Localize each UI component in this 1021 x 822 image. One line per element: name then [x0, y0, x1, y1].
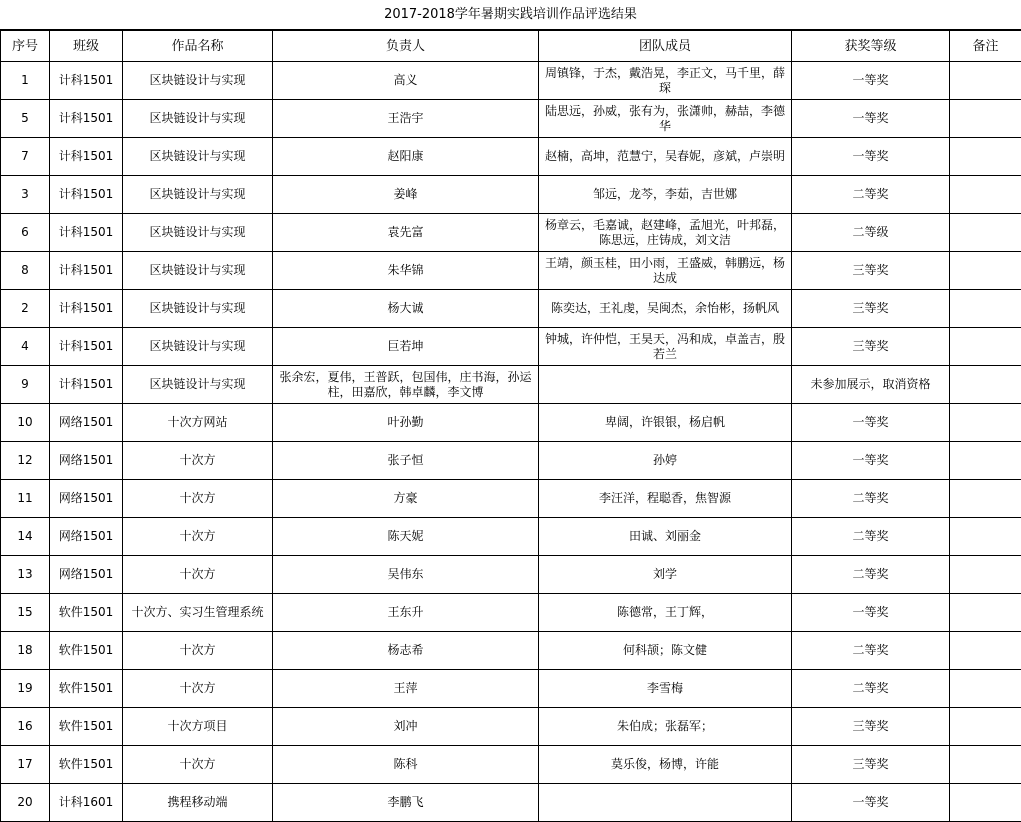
cell-leader[interactable]: 陈科: [273, 746, 539, 784]
cell-team-members[interactable]: 田诚、刘丽金: [539, 518, 792, 556]
header-work-name[interactable]: 作品名称: [123, 31, 273, 62]
cell-notes[interactable]: [950, 518, 1021, 556]
table-row: [1, 708, 1021, 746]
cell-index[interactable]: 10: [1, 404, 50, 442]
cell-work-name[interactable]: 区块链设计与实现: [123, 100, 273, 138]
cell-work-name[interactable]: 十次方: [123, 670, 273, 708]
cell-leader[interactable]: 陈天妮: [273, 518, 539, 556]
cell-notes[interactable]: [950, 556, 1021, 594]
table-row: [1, 518, 1021, 556]
cell-leader[interactable]: 王浩宇: [273, 100, 539, 138]
cell-index[interactable]: 8: [1, 252, 50, 290]
cell-notes[interactable]: [950, 214, 1021, 252]
cell-team-members[interactable]: 莫乐俊，杨博，许能: [539, 746, 792, 784]
table-row: [1, 176, 1021, 214]
cell-index[interactable]: 7: [1, 138, 50, 176]
cell-team-members[interactable]: 陈德常，王丁辉，: [539, 594, 792, 632]
table-row: [1, 100, 1021, 138]
cell-award[interactable]: 二等奖: [792, 176, 950, 214]
cell-leader[interactable]: 朱华锦: [273, 252, 539, 290]
cell-index[interactable]: 4: [1, 328, 50, 366]
cell-class[interactable]: 计科1501: [50, 138, 123, 176]
cell-class[interactable]: 软件1501: [50, 594, 123, 632]
cell-class[interactable]: 软件1501: [50, 708, 123, 746]
cell-award[interactable]: 二等奖: [792, 632, 950, 670]
cell-award[interactable]: 三等奖: [792, 746, 950, 784]
cell-work-name[interactable]: 区块链设计与实现: [123, 328, 273, 366]
cell-notes[interactable]: [950, 632, 1021, 670]
table-row: [1, 404, 1021, 442]
cell-class[interactable]: 计科1501: [50, 214, 123, 252]
table-row: [1, 62, 1021, 100]
cell-index[interactable]: 14: [1, 518, 50, 556]
cell-team-members[interactable]: [539, 366, 792, 404]
cell-leader[interactable]: 刘冲: [273, 708, 539, 746]
table-row: [1, 328, 1021, 366]
cell-notes[interactable]: [950, 594, 1021, 632]
cell-class[interactable]: 软件1501: [50, 746, 123, 784]
cell-leader[interactable]: 杨大诚: [273, 290, 539, 328]
cell-notes[interactable]: [950, 62, 1021, 100]
cell-notes[interactable]: [950, 746, 1021, 784]
cell-work-name[interactable]: 十次方项目: [123, 708, 273, 746]
cell-index[interactable]: 13: [1, 556, 50, 594]
cell-work-name[interactable]: 十次方: [123, 746, 273, 784]
cell-team-members[interactable]: 陆思远，孙威，张有为，张潇帅，赫喆，李德华: [539, 100, 792, 138]
results-table: [0, 30, 1021, 822]
cell-work-name[interactable]: 区块链设计与实现: [123, 176, 273, 214]
cell-class[interactable]: 计科1501: [50, 290, 123, 328]
cell-award[interactable]: 一等奖: [792, 100, 950, 138]
cell-index[interactable]: 3: [1, 176, 50, 214]
header-leader[interactable]: 负责人: [273, 31, 539, 62]
table-row: [1, 138, 1021, 176]
cell-class[interactable]: 网络1501: [50, 480, 123, 518]
cell-work-name[interactable]: 携程移动端: [123, 784, 273, 822]
header-index[interactable]: 序号: [1, 31, 50, 62]
cell-leader[interactable]: 张子恒: [273, 442, 539, 480]
cell-award[interactable]: 一等奖: [792, 784, 950, 822]
cell-award[interactable]: 三等奖: [792, 708, 950, 746]
cell-team-members[interactable]: 李雪梅: [539, 670, 792, 708]
cell-notes[interactable]: [950, 100, 1021, 138]
cell-class[interactable]: 计科1501: [50, 252, 123, 290]
table-row: [1, 784, 1021, 822]
table-row: [1, 670, 1021, 708]
cell-notes[interactable]: [950, 784, 1021, 822]
cell-award[interactable]: 一等奖: [792, 138, 950, 176]
cell-notes[interactable]: [950, 328, 1021, 366]
cell-index[interactable]: 17: [1, 746, 50, 784]
header-award[interactable]: 获奖等级: [792, 31, 950, 62]
table-row: [1, 442, 1021, 480]
table-row: [1, 290, 1021, 328]
cell-notes[interactable]: [950, 404, 1021, 442]
cell-class[interactable]: 计科1501: [50, 328, 123, 366]
cell-notes[interactable]: [950, 480, 1021, 518]
cell-notes[interactable]: [950, 670, 1021, 708]
cell-notes[interactable]: [950, 366, 1021, 404]
cell-leader[interactable]: 姜峰: [273, 176, 539, 214]
cell-leader[interactable]: 叶孙勤: [273, 404, 539, 442]
cell-leader[interactable]: 李鹏飞: [273, 784, 539, 822]
cell-class[interactable]: 软件1501: [50, 670, 123, 708]
cell-award[interactable]: 三等奖: [792, 290, 950, 328]
cell-work-name[interactable]: 十次方、实习生管理系统: [123, 594, 273, 632]
cell-work-name[interactable]: 区块链设计与实现: [123, 290, 273, 328]
cell-class[interactable]: 计科1501: [50, 176, 123, 214]
cell-index[interactable]: 5: [1, 100, 50, 138]
cell-leader[interactable]: 王萍: [273, 670, 539, 708]
cell-index[interactable]: 1: [1, 62, 50, 100]
cell-class[interactable]: 计科1501: [50, 100, 123, 138]
cell-award[interactable]: 二等奖: [792, 670, 950, 708]
cell-index[interactable]: 16: [1, 708, 50, 746]
cell-index[interactable]: 18: [1, 632, 50, 670]
cell-award[interactable]: 一等奖: [792, 442, 950, 480]
table-row: [1, 214, 1021, 252]
cell-leader[interactable]: 王东升: [273, 594, 539, 632]
cell-team-members[interactable]: 何科颉；陈文健: [539, 632, 792, 670]
cell-award[interactable]: 三等奖: [792, 328, 950, 366]
cell-class[interactable]: 计科1501: [50, 366, 123, 404]
cell-award[interactable]: 二等级: [792, 214, 950, 252]
cell-leader[interactable]: 吴伟东: [273, 556, 539, 594]
cell-award[interactable]: 二等奖: [792, 556, 950, 594]
cell-award[interactable]: 一等奖: [792, 404, 950, 442]
cell-notes[interactable]: [950, 708, 1021, 746]
cell-award[interactable]: 一等奖: [792, 62, 950, 100]
cell-index[interactable]: 11: [1, 480, 50, 518]
cell-team-members[interactable]: 朱伯成；张磊军；: [539, 708, 792, 746]
cell-work-name[interactable]: 十次方: [123, 442, 273, 480]
cell-award[interactable]: 三等奖: [792, 252, 950, 290]
cell-team-members[interactable]: 孙婷: [539, 442, 792, 480]
cell-index[interactable]: 19: [1, 670, 50, 708]
cell-work-name[interactable]: 区块链设计与实现: [123, 62, 273, 100]
cell-leader[interactable]: 巨若坤: [273, 328, 539, 366]
cell-team-members[interactable]: 刘学: [539, 556, 792, 594]
cell-class[interactable]: 计科1501: [50, 62, 123, 100]
header-team-members[interactable]: 团队成员: [539, 31, 792, 62]
cell-work-name[interactable]: 十次方: [123, 632, 273, 670]
cell-leader[interactable]: 张余宏，夏伟，王普跃，包国伟，庄书海，孙运柱，田嘉欣，韩卓麟，李文博: [273, 366, 539, 404]
cell-work-name[interactable]: 区块链设计与实现: [123, 252, 273, 290]
cell-team-members[interactable]: 赵楠，高坤，范慧宁，吴春妮，彦斌，卢崇明: [539, 138, 792, 176]
cell-team-members[interactable]: 陈奕达，王礼虔，吴闽杰，余怡彬，扬帆风: [539, 290, 792, 328]
cell-leader[interactable]: 方豪: [273, 480, 539, 518]
cell-work-name[interactable]: 十次方: [123, 480, 273, 518]
table-row: [1, 252, 1021, 290]
cell-notes[interactable]: [950, 176, 1021, 214]
cell-notes[interactable]: [950, 252, 1021, 290]
cell-class[interactable]: 网络1501: [50, 518, 123, 556]
cell-team-members[interactable]: 杨章云，毛嘉诚，赵建峰，孟旭光，叶邦磊，陈思远，庄铸成，刘文洁: [539, 214, 792, 252]
cell-index[interactable]: 9: [1, 366, 50, 404]
cell-team-members[interactable]: 邹远，龙芩，李茹，吉世娜: [539, 176, 792, 214]
cell-team-members[interactable]: 周镇锋，于杰，戴浩晃，李正文，马千里，薛琛: [539, 62, 792, 100]
cell-class[interactable]: 计科1601: [50, 784, 123, 822]
cell-leader[interactable]: 杨志希: [273, 632, 539, 670]
table-row: [1, 594, 1021, 632]
cell-class[interactable]: 网络1501: [50, 404, 123, 442]
cell-index[interactable]: 6: [1, 214, 50, 252]
cell-team-members[interactable]: [539, 784, 792, 822]
cell-index[interactable]: 20: [1, 784, 50, 822]
cell-leader[interactable]: 高义: [273, 62, 539, 100]
table-row: [1, 366, 1021, 404]
cell-work-name[interactable]: 区块链设计与实现: [123, 214, 273, 252]
cell-work-name[interactable]: 区块链设计与实现: [123, 138, 273, 176]
header-class[interactable]: 班级: [50, 31, 123, 62]
cell-award[interactable]: 二等奖: [792, 518, 950, 556]
cell-index[interactable]: 15: [1, 594, 50, 632]
cell-work-name[interactable]: 区块链设计与实现: [123, 366, 273, 404]
table-row: [1, 746, 1021, 784]
header-row: [1, 31, 1021, 62]
table-row: [1, 632, 1021, 670]
table-row: [1, 556, 1021, 594]
cell-class[interactable]: 软件1501: [50, 632, 123, 670]
cell-notes[interactable]: [950, 290, 1021, 328]
cell-class[interactable]: 网络1501: [50, 556, 123, 594]
cell-team-members[interactable]: 钟城，许仲恺，王昊天，冯和成，卓盖吉，殷若兰: [539, 328, 792, 366]
cell-work-name[interactable]: 十次方: [123, 518, 273, 556]
sheet-title: 2017-2018学年暑期实践培训作品评选结果: [0, 0, 1021, 30]
cell-notes[interactable]: [950, 138, 1021, 176]
cell-work-name[interactable]: 十次方网站: [123, 404, 273, 442]
cell-index[interactable]: 2: [1, 290, 50, 328]
cell-team-members[interactable]: 李汪洋，程聪香，焦智源: [539, 480, 792, 518]
cell-award[interactable]: 二等奖: [792, 480, 950, 518]
cell-notes[interactable]: [950, 442, 1021, 480]
cell-leader[interactable]: 袁先富: [273, 214, 539, 252]
cell-team-members[interactable]: 卑阔，许银银，杨启帆: [539, 404, 792, 442]
cell-index[interactable]: 12: [1, 442, 50, 480]
cell-award[interactable]: 未参加展示，取消资格: [792, 366, 950, 404]
cell-team-members[interactable]: 王靖，颜玉桂，田小雨，王盛威，韩鹏远，杨达成: [539, 252, 792, 290]
cell-award[interactable]: 一等奖: [792, 594, 950, 632]
cell-class[interactable]: 网络1501: [50, 442, 123, 480]
cell-work-name[interactable]: 十次方: [123, 556, 273, 594]
cell-leader[interactable]: 赵阳康: [273, 138, 539, 176]
table-row: [1, 480, 1021, 518]
header-notes[interactable]: 备注: [950, 31, 1021, 62]
